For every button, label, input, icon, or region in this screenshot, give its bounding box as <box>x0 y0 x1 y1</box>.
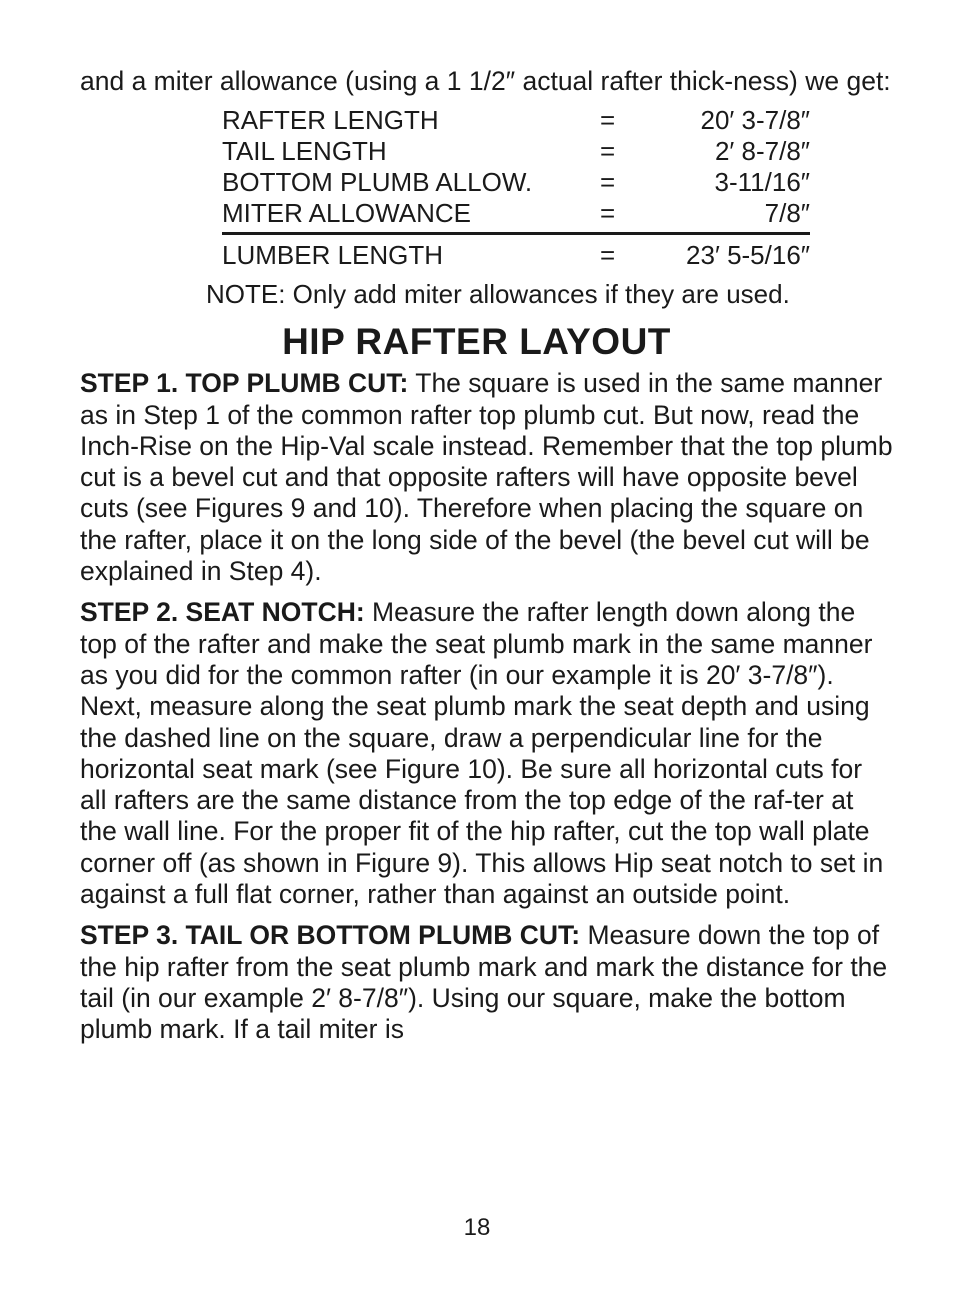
total-equals: = <box>600 240 616 271</box>
calc-label: TAIL LENGTH <box>222 136 387 167</box>
page-content <box>80 66 895 1056</box>
calc-total-row <box>222 240 810 271</box>
calc-row <box>222 198 810 229</box>
section-heading: HIP RAFTER LAYOUT <box>282 321 671 363</box>
calc-value: 20′ 3-7/8″ <box>700 105 810 136</box>
calc-row <box>222 167 810 198</box>
calc-value: 7/8″ <box>764 198 810 229</box>
intro-paragraph: and a miter allowance (using a 1 1/2″ actual rafter thick-ness) we get: <box>80 66 891 96</box>
step-3-text: Measure down the top of the hip rafter from the seat plumb mark and mark the distance for the tail (in our example 2′ 8-7/8″). Using our square, make the bottom plumb mark. If a tail miter is <box>80 920 888 1045</box>
calc-label: MITER ALLOWANCE <box>222 198 471 229</box>
step-2-paragraph <box>80 597 895 910</box>
step-2-text: Measure the rafter length down along the top of the rafter and make the seat plumb mark in the same manner as you did for the common rafter (in our example it is 20′ 3-7/8″). Next, measure along the seat plumb mark the seat depth and using the dashed line on the square, draw a perpendicular line for the horizontal seat mark (see Figure 10). Be sure all horizontal cuts for all rafters are the same distance from the top edge of the raf-ter at the wall line. For the proper fit of the hip rafter, cut the top wall plate corner off (as shown in Figure 9). This allows Hip seat notch to set in against a full flat corner, rather than against an outside point. <box>80 597 884 910</box>
calc-equals: = <box>600 105 616 136</box>
calc-row <box>222 105 810 136</box>
total-value: 23′ 5-5/16″ <box>686 240 810 271</box>
page-number: 18 <box>463 1214 491 1241</box>
step-1-text: The square is used in the same manner as in Step 1 of the common rafter top plumb cut. But now, read the Inch-Rise on the Hip-Val scale instead. Remember that the top plumb cut is a bevel cut and that opposite rafters will have opposite bevel cuts (see Figures 9 and 10). Therefore when placing the square on the rafter, place it on the long side of the bevel (the bevel cut will be explained in Step 4). <box>80 368 893 587</box>
calc-row <box>222 136 810 167</box>
note: NOTE: Only add miter allowances if they are used. <box>206 279 790 310</box>
lumber-calculation-table <box>222 105 810 271</box>
calc-equals: = <box>600 136 616 167</box>
step-3-paragraph <box>80 920 895 1045</box>
step-2-title: STEP 2. SEAT NOTCH: <box>80 597 365 628</box>
calc-equals: = <box>600 167 616 198</box>
calc-value: 3-11/16″ <box>714 167 810 198</box>
calc-equals: = <box>600 198 616 229</box>
calc-value: 2′ 8-7/8″ <box>714 136 810 167</box>
total-label: LUMBER LENGTH <box>222 240 444 271</box>
step-1-title: STEP 1. TOP PLUMB CUT: <box>80 368 409 399</box>
step-1-paragraph <box>80 368 895 587</box>
sum-rule <box>222 232 810 235</box>
sum-rule-row <box>222 229 810 240</box>
calc-label: RAFTER LENGTH <box>222 105 439 136</box>
step-3-title: STEP 3. TAIL OR BOTTOM PLUMB CUT: <box>80 920 581 951</box>
calc-label: BOTTOM PLUMB ALLOW. <box>222 167 533 198</box>
